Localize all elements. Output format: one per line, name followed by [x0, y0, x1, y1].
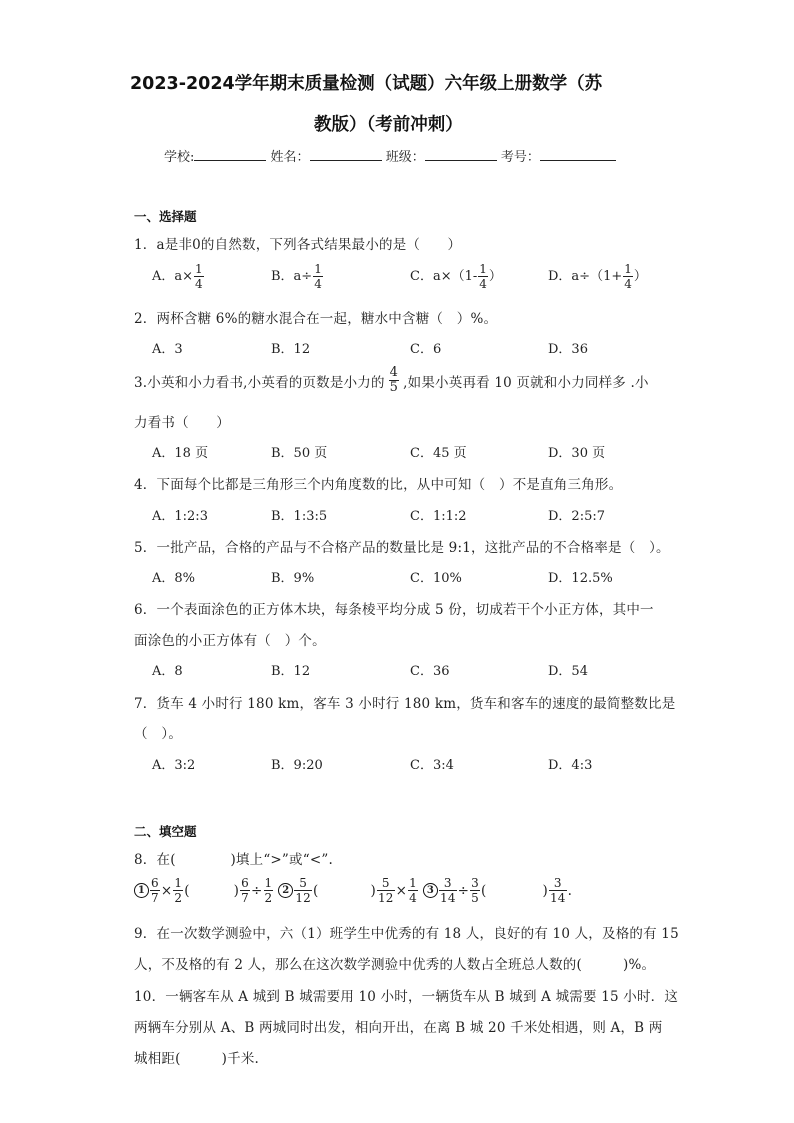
text-segment: ） — [633, 269, 647, 284]
page-title-line2: 教版）（考前冲刺） — [314, 115, 463, 135]
name-field[interactable] — [310, 147, 382, 161]
fraction — [377, 876, 395, 905]
question-6-stem: 6．一个表面涂色的正方体木块，每条棱平均分成 5 份，切成若干个小正方体，其中一 — [134, 602, 654, 618]
fraction — [294, 876, 312, 905]
fraction-numerator: 1 — [264, 876, 273, 890]
text-segment: C．a×（1- — [410, 269, 478, 284]
q3-option-b: B．50 页 — [271, 446, 328, 461]
circled-number: 2 — [278, 883, 293, 898]
text-segment: ,如果小英再看 10 页就和小力同样多 .小 — [403, 374, 649, 391]
q4-option-d: D．2:5:7 — [548, 509, 605, 524]
fraction — [439, 876, 457, 905]
fraction-denominator: 4 — [314, 277, 322, 291]
question-3-stem-cont: 力看书（ ） — [134, 415, 230, 431]
q6-option-a: A．8 — [152, 664, 183, 679]
fraction-denominator: 5 — [471, 891, 480, 905]
section-heading-fill: 二、填空题 — [134, 824, 197, 839]
fraction-denominator: 4 — [479, 277, 487, 291]
q2-option-a: A．3 — [152, 342, 183, 357]
text-segment: ( — [184, 882, 190, 899]
name-label: 姓名： — [270, 150, 310, 165]
fraction-numerator: 5 — [299, 876, 308, 890]
text-segment: ) — [542, 882, 548, 899]
question-9-line2: 人，不及格的有 2 人，那么在这次数学测验中优秀的人数占全班总人数的( )%。 — [134, 957, 656, 973]
text-segment: ) — [233, 882, 240, 899]
fraction-numerator: 3 — [443, 876, 452, 890]
fraction — [389, 366, 399, 395]
fraction-numerator: 3 — [471, 876, 480, 890]
q7-option-c: C．3:4 — [410, 758, 454, 773]
student-info-line — [164, 146, 616, 165]
fraction-denominator: 5 — [389, 380, 399, 395]
fraction-numerator: 3 — [553, 876, 562, 890]
text-segment: × — [160, 882, 173, 899]
text-segment: . — [567, 882, 573, 899]
text-segment: ( — [481, 882, 487, 899]
question-7-stem: 7．货车 4 小时行 180 km，客车 3 小时行 180 km，货车和客车的速度的最简整数比是 — [134, 696, 676, 712]
text-segment: ÷ — [457, 882, 470, 899]
fraction-numerator: 1 — [479, 262, 487, 276]
q1-option-a — [152, 262, 205, 291]
question-6-stem-cont: 面涂色的小正方体有（ ）个。 — [134, 633, 326, 649]
q6-option-d: D．54 — [548, 664, 588, 679]
fraction-denominator: 14 — [439, 891, 456, 905]
text-segment: ) — [370, 882, 376, 899]
question-8-items — [134, 876, 572, 905]
q7-option-a: A．3:2 — [152, 758, 196, 773]
fraction — [408, 876, 418, 905]
q7-option-d: D．4:3 — [548, 758, 593, 773]
fraction-numerator: 1 — [409, 876, 417, 890]
fraction — [173, 876, 183, 905]
fraction-denominator: 2 — [264, 891, 273, 905]
fraction-denominator: 4 — [195, 277, 203, 291]
q1-option-c — [410, 262, 502, 291]
fraction — [470, 876, 480, 905]
fraction — [478, 262, 488, 291]
q5-option-c: C．10% — [410, 571, 462, 586]
page-title-line1: 2023-2024学年期末质量检测（试题）六年级上册数学（苏 — [130, 74, 603, 94]
question-2-stem: 2．两杯含糖 6%的糖水混合在一起，糖水中含糖（ ）%。 — [134, 311, 498, 327]
circled-number: 1 — [134, 883, 149, 898]
fraction-numerator: 1 — [624, 262, 632, 276]
question-3-stem — [134, 366, 649, 395]
q3-option-a: A．18 页 — [152, 446, 209, 461]
fraction-numerator: 6 — [151, 876, 159, 890]
text-segment: 3.小英和小力看书,小英看的页数是小力的 — [134, 374, 385, 391]
fraction-denominator: 7 — [241, 891, 249, 905]
fraction-denominator: 12 — [377, 891, 394, 905]
q3-option-d: D．30 页 — [548, 446, 606, 461]
fraction-numerator: 1 — [174, 876, 183, 890]
q5-option-a: A．8% — [152, 571, 196, 586]
q2-option-b: B．12 — [271, 342, 311, 357]
q2-option-c: C．6 — [410, 342, 442, 357]
q6-option-c: C．36 — [410, 664, 450, 679]
text-segment: D．a÷（1+ — [548, 269, 623, 284]
class-label: 班级： — [385, 150, 425, 165]
class-field[interactable] — [425, 147, 497, 161]
q4-option-c: C．1:1:2 — [410, 509, 467, 524]
fraction-numerator: 6 — [241, 876, 249, 890]
question-9-line1: 9．在一次数学测验中，六（1）班学生中优秀的有 18 人，良好的有 10 人，及格的有 15 — [134, 926, 679, 942]
q1-option-d — [548, 262, 647, 291]
q7-option-b: B．9:20 — [271, 758, 323, 773]
text-segment: × — [395, 882, 408, 899]
fraction-denominator: 4 — [624, 277, 632, 291]
q5-option-d: D．12.5% — [548, 571, 613, 586]
fraction-numerator: 4 — [389, 365, 399, 380]
q5-option-b: B．9% — [271, 571, 315, 586]
fraction-numerator: 1 — [314, 262, 322, 276]
question-10-line1: 10．一辆客车从 A 城到 B 城需要用 10 小时，一辆货车从 B 城到 A 城需要 15 小时．这 — [134, 989, 679, 1005]
fraction-denominator: 4 — [409, 891, 417, 905]
fraction-denominator: 14 — [549, 891, 566, 905]
q2-option-d: D．36 — [548, 342, 588, 357]
fraction — [549, 876, 567, 905]
fraction — [240, 876, 250, 905]
question-8-stem: 8．在( )填上“>”或“<”. — [134, 852, 333, 868]
question-1-stem: 1．a是非0的自然数，下列各式结果最小的是（ ） — [134, 237, 462, 253]
section-heading-choice: 一、选择题 — [134, 209, 197, 224]
q3-option-c: C．45 页 — [410, 446, 467, 461]
fraction-denominator: 12 — [295, 891, 312, 905]
fraction-denominator: 2 — [174, 891, 183, 905]
text-segment: ） — [488, 269, 502, 284]
fraction — [150, 876, 160, 905]
fraction — [623, 262, 633, 291]
fraction-numerator: 5 — [381, 876, 390, 890]
text-segment: A．a× — [152, 269, 194, 284]
text-segment: B．a÷ — [271, 269, 313, 284]
school-field[interactable] — [194, 147, 266, 161]
q1-option-b — [271, 262, 324, 291]
text-segment: ÷ — [250, 882, 263, 899]
q6-option-b: B．12 — [271, 664, 311, 679]
fraction — [313, 262, 323, 291]
school-label: 学校: — [164, 150, 195, 165]
q4-option-a: A．1:2:3 — [152, 509, 208, 524]
q4-option-b: B．1:3:5 — [271, 509, 328, 524]
circled-number: 3 — [423, 883, 438, 898]
id-field[interactable] — [540, 147, 616, 161]
question-7-stem-cont: （ ）。 — [134, 726, 183, 742]
question-10-line3: 城相距( )千米. — [134, 1051, 260, 1067]
fraction — [264, 876, 274, 905]
question-4-stem: 4．下面每个比都是三角形三个内角度数的比，从中可知（ ）不是直角三角形。 — [134, 477, 623, 493]
text-segment: ( — [313, 882, 319, 899]
fraction — [194, 262, 204, 291]
question-10-line2: 两辆车分别从 A、B 两城同时出发，相向开出，在离 B 城 20 千米处相遇，则 A，B 两 — [134, 1020, 663, 1036]
fraction-numerator: 1 — [195, 262, 203, 276]
question-5-stem: 5．一批产品，合格的产品与不合格产品的数量比是 9:1，这批产品的不合格率是（ ）。 — [134, 540, 670, 556]
fraction-denominator: 7 — [151, 891, 159, 905]
id-label: 考号： — [500, 150, 540, 165]
